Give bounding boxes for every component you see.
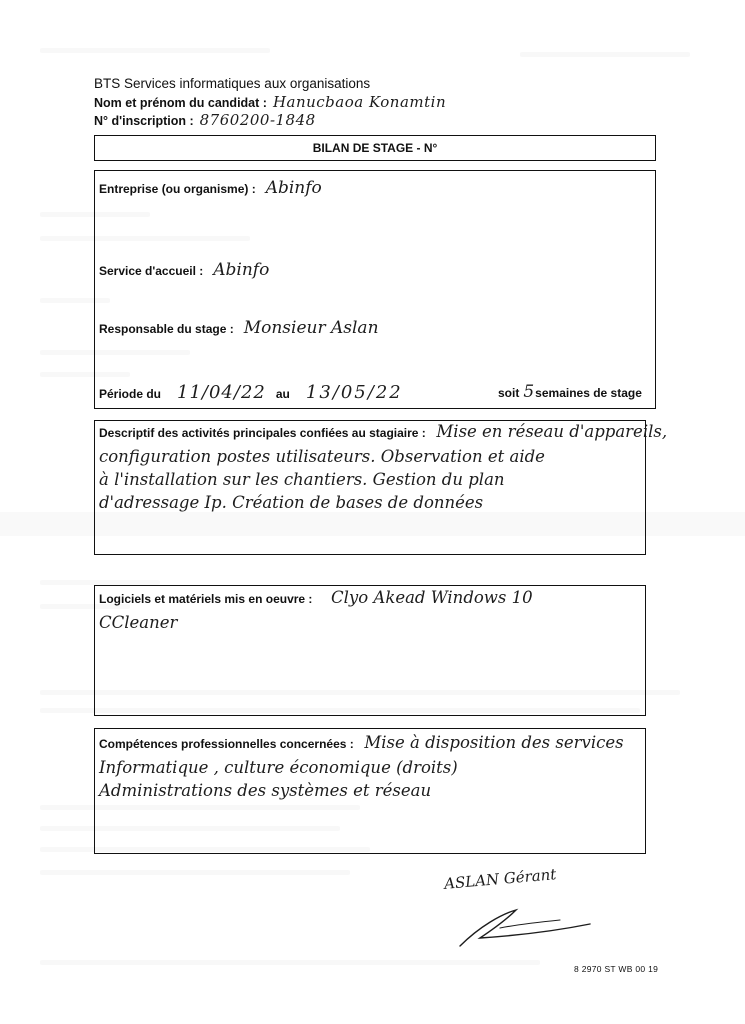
responsable-value: Monsieur Aslan — [243, 318, 379, 338]
entreprise-value: Abinfo — [265, 178, 322, 198]
activities-value-4: d'adressage Ip. Création de bases de données — [99, 493, 484, 512]
service-value: Abinfo — [213, 260, 270, 280]
signature-scribble — [440, 866, 620, 962]
skills-value-2: Informatique , culture économique (droits) — [99, 758, 458, 777]
software-label: Logiciels et matériels mis en oeuvre : — [99, 592, 313, 606]
registration-line — [94, 112, 446, 130]
form-code: 8 2970 ST WB 00 19 — [574, 964, 659, 974]
registration-label: N° d'inscription : — [94, 114, 194, 128]
activities-value-3: à l'installation sur les chantiers. Gestion du plan — [99, 470, 505, 489]
software-value-1: Clyo Akead Windows 10 — [331, 588, 533, 607]
periode-to-value: 13/05/22 — [305, 382, 403, 403]
skills-line-1 — [99, 731, 639, 756]
candidate-name-line — [94, 94, 446, 112]
skills-value-3: Administrations des systèmes et réseau — [99, 781, 432, 800]
candidate-name-value: Hanucbaoa Konamtin — [272, 93, 447, 111]
software-value-2: CCleaner — [99, 613, 178, 632]
activities-line-1 — [99, 420, 668, 445]
activities-value-1: Mise en réseau d'appareils, — [436, 422, 668, 441]
service-field — [99, 260, 269, 280]
page-title: BILAN DE STAGE - N° — [312, 141, 438, 155]
title-box — [94, 135, 656, 161]
responsable-label: Responsable du stage : — [99, 322, 234, 336]
signature — [440, 866, 620, 962]
skills-label: Compétences professionnelles concernées : — [99, 737, 354, 751]
activities-text — [99, 420, 668, 514]
signature-text: ASLAN Gérant — [443, 865, 558, 893]
duration-field — [498, 382, 642, 402]
weeks-value: 5 — [523, 382, 535, 402]
periode-label: Période du — [99, 387, 162, 401]
entreprise-label: Entreprise (ou organisme) : — [99, 182, 256, 196]
responsable-field — [99, 318, 379, 338]
software-text — [99, 586, 639, 634]
entreprise-field — [99, 178, 322, 198]
service-label: Service d'accueil : — [99, 264, 204, 278]
periode-from-value: 11/04/22 — [177, 382, 266, 403]
skills-text — [99, 731, 639, 802]
skills-value-1: Mise à disposition des services — [364, 733, 624, 752]
company-section-box — [94, 170, 656, 409]
activities-value-2: configuration postes utilisateurs. Observation et aide — [99, 447, 545, 466]
candidate-name-label: Nom et prénom du candidat : — [94, 96, 267, 110]
registration-value: 8760200-1848 — [199, 111, 316, 129]
software-line-1 — [99, 586, 639, 611]
periode-field — [99, 382, 403, 403]
periode-au-label: au — [275, 387, 290, 401]
program-line — [94, 76, 446, 94]
activities-label: Descriptif des activités principales confiées au stagiaire : — [99, 426, 426, 440]
soit-label: soit — [498, 386, 520, 400]
weeks-label: semaines de stage — [535, 386, 642, 400]
program-title: BTS Services informatiques aux organisations — [94, 76, 371, 91]
candidate-header — [94, 76, 446, 130]
